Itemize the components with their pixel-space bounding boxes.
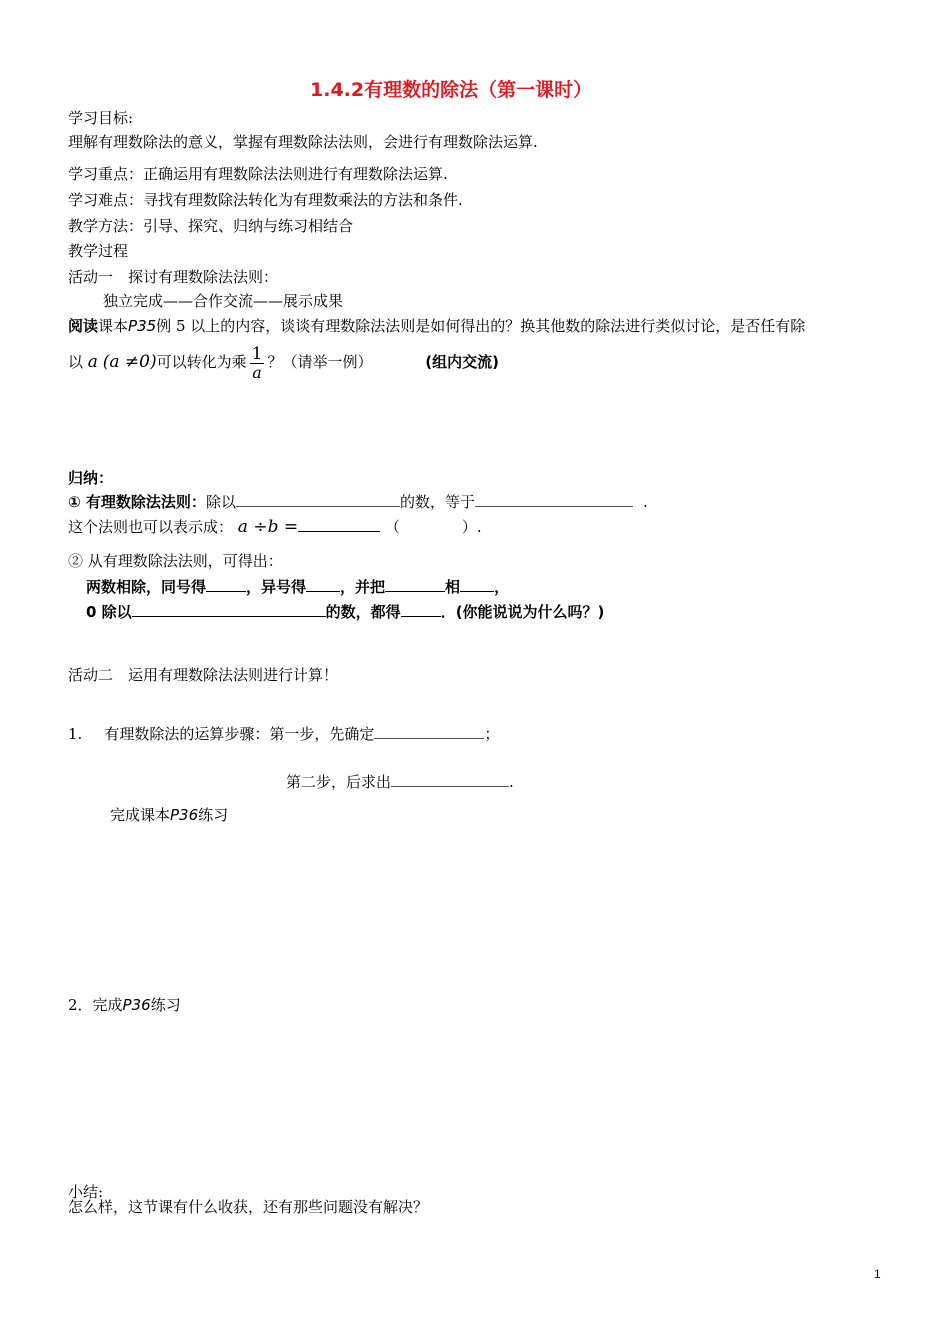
rule4-blank-2[interactable]: [306, 577, 340, 592]
item1-step2-end: .: [509, 773, 514, 791]
rule5-blank-1[interactable]: [132, 602, 326, 617]
fraction-denominator: a: [252, 362, 262, 382]
page-number: 1: [874, 1267, 881, 1281]
read-bold-label: 阅读: [68, 317, 99, 335]
read-text-a: 课本: [98, 317, 129, 335]
question-text-a: 以: [68, 353, 84, 371]
rule1-blank-1[interactable]: [236, 492, 400, 507]
math-condition: (a ≠0): [102, 352, 157, 372]
rule1-text-b: 的数，等于: [399, 493, 475, 511]
item1-blank-1[interactable]: [374, 724, 484, 739]
rule1-text-a: 除以: [205, 493, 236, 511]
fraction-numerator: 1: [251, 343, 263, 364]
page-title: 1.4.2有理数的除法（第一课时）: [310, 79, 593, 101]
item1-line: [68, 724, 499, 744]
activity1-question: [68, 342, 499, 382]
rule1-line: [68, 492, 648, 512]
rule1-bold: ① 有理数除法法则：: [68, 493, 206, 511]
rule4-text-a: 两数相除，同号得: [86, 578, 207, 596]
practice1-page: P36: [170, 806, 199, 824]
item2-text-b: 练习: [150, 996, 181, 1014]
item2-line: [68, 995, 181, 1015]
rule1-blank-2[interactable]: [475, 492, 633, 507]
rule5-line: [86, 602, 604, 622]
read-page-ref: P35: [128, 317, 157, 335]
rule4-blank-1[interactable]: [206, 577, 246, 592]
teaching-process: 教学过程: [68, 242, 129, 260]
item1-step2-text: 第二步，后求出: [286, 773, 392, 791]
rule4-blank-3[interactable]: [385, 577, 445, 592]
rule5-text-c: ．(你能说说为什么吗？): [440, 603, 605, 621]
difficulty: 学习难点：寻找有理数除法转化为有理数乘法的方法和条件.: [68, 191, 463, 209]
read-text-b: 例 5 以上的内容，谈谈有理数除法法则是如何得出的？换其他数的除法进行类似讨论，是否任有除: [156, 317, 806, 335]
item2-text-a: 2．完成: [68, 996, 123, 1014]
item1-end: ；: [484, 725, 500, 743]
rule2-line: [68, 517, 482, 537]
activity1-title: 活动一 探讨有理数除法法则：: [68, 268, 279, 286]
rule4-text-e: ，: [494, 578, 510, 596]
teaching-method: 教学方法：引导、探究、归纳与练习相结合: [68, 217, 354, 235]
rule4-line: [86, 577, 509, 597]
rule4-text-b: ，异号得: [246, 578, 307, 596]
item2-page: P36: [122, 996, 151, 1014]
activity1-steps: 独立完成——合作交流——展示成果: [103, 292, 344, 310]
rule4-text-d: 相: [445, 578, 461, 596]
objectives-text: 理解有理数除法的意义，掌握有理数除法法则，会进行有理数除法运算.: [68, 133, 538, 151]
key-point: 学习重点：正确运用有理数除法法则进行有理数除法运算.: [68, 165, 448, 183]
activity2-title: 活动二 运用有理数除法法则进行计算！: [68, 666, 339, 684]
item1-blank-2[interactable]: [391, 772, 509, 787]
rule5-blank-2[interactable]: [401, 602, 441, 617]
rule4-blank-4[interactable]: [460, 577, 494, 592]
item1-number: 1.: [68, 725, 83, 743]
item1-text: 有理数除法的运算步骤：第一步，先确定: [104, 725, 375, 743]
rule3-line: ② 从有理数除法法则，可得出：: [68, 552, 283, 570]
objectives-label: 学习目标:: [68, 109, 134, 127]
rule2-paren-open: （: [384, 518, 400, 536]
rule5-text-a: 0 除以: [86, 603, 132, 621]
rule2-paren-close: ）.: [461, 518, 482, 536]
rule2-math: a ÷b =: [237, 517, 299, 537]
rule1-end: .: [642, 493, 648, 511]
rule4-text-c: ，并把: [340, 578, 386, 596]
practice1-text-b: 练习: [198, 806, 229, 824]
question-text-b: 可以转化为乘: [156, 353, 247, 371]
question-text-c: ？（请举一例）: [267, 353, 373, 371]
conclusion-text: 怎么样，这节课有什么收获，还有那些问题没有解决？: [68, 1198, 429, 1216]
practice1: [110, 805, 228, 825]
practice1-text-a: 完成课本: [110, 806, 171, 824]
rule5-text-b: 的数，都得: [325, 603, 401, 621]
activity1-reading: [68, 316, 805, 336]
rule2-text: 这个法则也可以表示成：: [68, 518, 234, 536]
conclusion-label: 小结:: [68, 1183, 104, 1201]
item1-step2: [286, 772, 514, 792]
fraction-one-over-a: [250, 345, 265, 382]
summary-label: 归纳：: [68, 469, 114, 487]
group-discussion: (组内交流): [425, 353, 499, 371]
rule2-blank[interactable]: [298, 517, 380, 532]
math-a: a: [87, 352, 98, 372]
